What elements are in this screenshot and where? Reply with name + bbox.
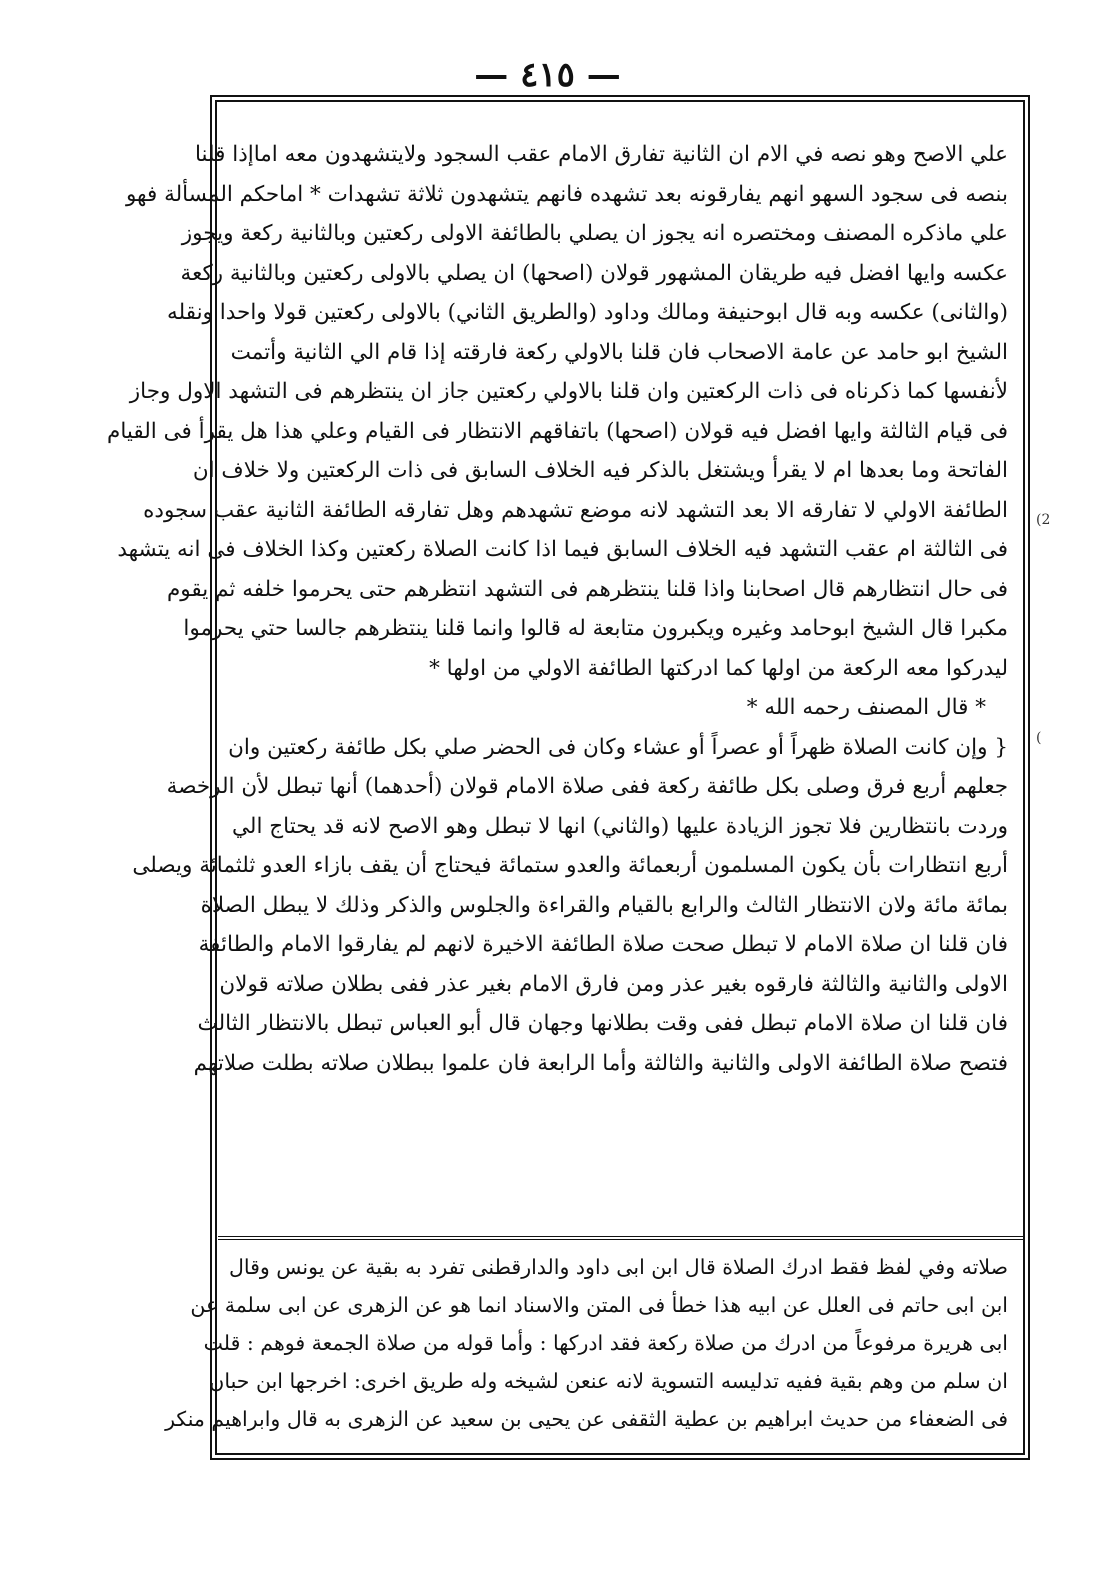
text-line: عكسه وايها افضل فيه طريقان المشهور قولان (اصحها) ان يصلي بالاولى ركعتين وبالثانية ركعة: [180, 260, 1008, 286]
footnotes: [165, 1248, 1008, 1438]
text-line: فان قلنا ان صلاة الامام تبطل ففى وقت بطلانها وجهان قال أبو العباس تبطل بالانتظار الثالث: [197, 1011, 1008, 1036]
text-line: الشيخ ابو حامد عن عامة الاصحاب فان قلنا بالاولي ركعة فارقته إذا قام الي الثانية وأتمت: [230, 339, 1008, 365]
note-line: فى الضعفاء من حديث ابراهيم بن عطية الثقفى عن يحيى بن سعيد عن الزهرى به قال وابراهيم منكر: [165, 1407, 1008, 1431]
main-text: [107, 135, 1008, 1083]
note-line: صلاته وفي لفظ فقط ادرك الصلاة قال ابن ابى داود والدارقطنى تفرد به بقية عن يونس وقال: [228, 1255, 1008, 1279]
text-line: { وإن كانت الصلاة ظهراً أو عصراً أو عشاء وكان فى الحضر صلي بكل طائفة ركعتين وان: [228, 734, 1008, 760]
text-line: فى حال انتظارهم قال اصحابنا واذا قلنا ينتظرهم فى التشهد انتظرهم حتى يحرموا خلفه ثم يقوم: [167, 576, 1008, 602]
text-line: علي الاصح وهو نصه في الام ان الثانية تفارق الامام عقب السجود ولايتشهدون معه اماإذا قلنا: [194, 142, 1008, 167]
text-line: فى الثالثة ام عقب التشهد فيه الخلاف السابق فيما اذا كانت الصلاة ركعتين وكذا الخلاف فى انه يتشهد: [117, 537, 1008, 562]
text-line: (والثانى) عكسه وبه قال ابوحنيفة ومالك وداود (والطريق الثاني) بالاولى ركعتين قولا واحدا ونقله: [167, 300, 1008, 325]
text-line: بنصه فى سجود السهو انهم يفارقونه بعد تشهده فانهم يتشهدون ثلاثة تشهدات * اماحكم المسألة فهو: [125, 181, 1008, 207]
text-line: أربع انتظارات بأن يكون المسلمون أربعمائة والعدو ستمائة فيحتاج أن يقف بازاء العدو ثلثمائة ويصلى: [132, 853, 1008, 878]
text-line: فان قلنا ان صلاة الامام لا تبطل صحت صلاة الطائفة الاخيرة لانهم لم يفارقوا الامام والطائفة: [198, 932, 1008, 957]
text-line: بمائة مائة ولان الانتظار الثالث والرابع بالقيام والقراءة والجلوس والذكر وذلك لا يبطل الصلاة: [200, 892, 1008, 918]
text-line: علي ماذكره المصنف ومختصره انه يجوز ان يصلي بالطائفة الاولى ركعتين وبالثانية ركعة ويجوز: [181, 221, 1008, 246]
page-number: — ٤١٥ —: [474, 55, 621, 95]
section-heading: * قال المصنف رحمه الله *: [746, 695, 986, 720]
text-line: الطائفة الاولي لا تفارقه الا بعد التشهد لانه موضع تشهدهم وهل تفارقه الطائفة الثانية عقب سجوده: [143, 497, 1008, 523]
text-line: ليدركوا معه الركعة من اولها كما ادركتها الطائفة الاولي من اولها *: [429, 655, 1008, 681]
text-line: لأنفسها كما ذكرناه فى ذات الركعتين وان قلنا بالاولي ركعتين جاز ان ينتظرهم فى التشهد الاول وجاز: [129, 379, 1008, 404]
text-line: مكبرا قال الشيخ ابوحامد وغيره ويكبرون متابعة له قالوا وانما قلنا ينتظرهم جالسا حتي يحرموا: [183, 616, 1008, 641]
text-line: الفاتحة وما بعدها ام لا يقرأ ويشتغل بالذكر فيه الخلاف السابق فى ذات الركعتين ولا خلاف ان: [192, 458, 1008, 483]
text-line: فتصح صلاة الطائفة الاولى والثانية والثالثة وأما الرابعة فان علموا ببطلان صلاته بطلت صلاتهم: [193, 1050, 1008, 1076]
text-line: فى قيام الثالثة وايها افضل فيه قولان (اصحها) باتفاقهم الانتظار فى القيام وعلي هذا هل يقرأ فى القيام: [107, 418, 1008, 444]
margin-mark: (2: [1036, 512, 1051, 528]
text-line: الاولى والثانية والثالثة فارقوه بغير عذر ومن فارق الامام بغير عذر ففى بطلان صلاته قولان: [219, 971, 1008, 997]
margin-mark: (: [1036, 730, 1042, 746]
footnote-divider: [218, 1236, 1024, 1240]
note-line: ابن ابى حاتم فى العلل عن ابيه هذا خطأ فى المتن والاسناد انما هو عن الزهرى عن ابى سلمة عن: [190, 1293, 1008, 1317]
text-line: وردت بانتظارين فلا تجوز الزيادة عليها (والثاني) انها لا تبطل وهو الاصح لانه قد يحتاج الي: [232, 813, 1008, 839]
text-line: جعلهم أربع فرق وصلى بكل طائفة ركعة ففى صلاة الامام قولان (أحدهما) أنها تبطل لأن الرخصة: [166, 774, 1008, 799]
note-line: ابى هريرة مرفوعاً من ادرك من صلاة ركعة فقد ادركها : وأما قوله من صلاة الجمعة فوهم : قلت: [203, 1331, 1008, 1355]
note-line: ان سلم من وهم بقية ففيه تدليسه التسوية لانه عنعن لشيخه وله طريق اخرى: اخرجها ابن حبان: [209, 1369, 1008, 1393]
